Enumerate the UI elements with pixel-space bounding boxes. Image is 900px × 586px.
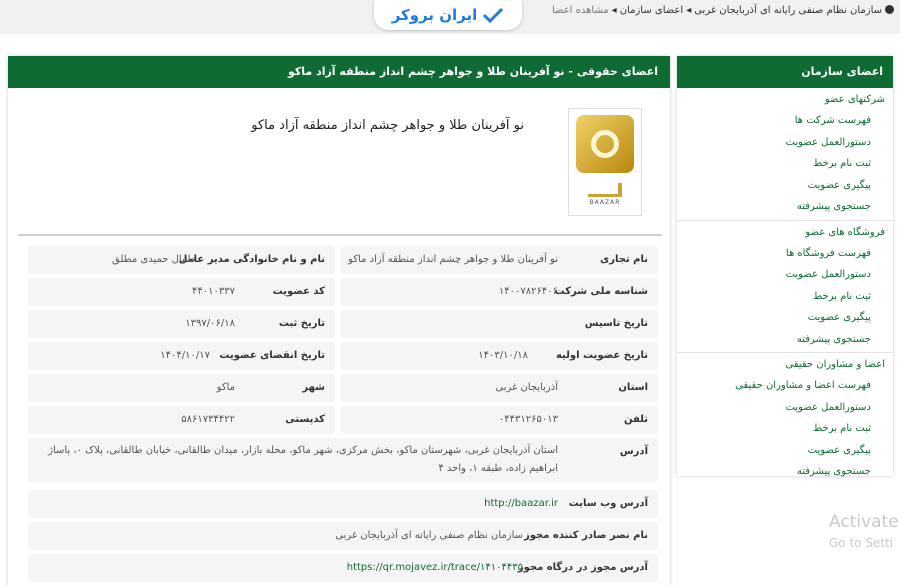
detail-row: [28, 522, 658, 550]
sidebar-item[interactable]: دستورالعمل عضویت: [785, 269, 871, 280]
sidebar-group: [677, 353, 893, 485]
sidebar-group-title[interactable]: فروشگاه های عضو: [805, 226, 885, 238]
detail-label: تاریخ انقضای عضویت: [219, 350, 325, 361]
sidebar-item[interactable]: فهرست فروشگاه ها: [785, 247, 871, 259]
sidebar-item[interactable]: جستجوی پیشرفته: [796, 333, 871, 345]
detail-label: استان: [618, 382, 648, 393]
sidebar-group: [677, 221, 893, 354]
detail-row: [28, 278, 335, 306]
breadcrumb-home[interactable]: سازمان نظام صنفی رایانه ای آذربایجان غربی: [694, 5, 882, 16]
home-icon: [885, 5, 894, 14]
detail-row: [28, 554, 658, 582]
detail-label: آدرس: [619, 446, 648, 457]
sidebar-title: اعضای سازمان: [677, 56, 893, 88]
sidebar-group-title[interactable]: اعضا و مشاوران حقیقی: [785, 359, 885, 370]
panel-header: اعضای حقوقی - نو آفرینان طلا و جواهر چشم انداز منطقه آزاد ماکو: [8, 56, 670, 88]
company-logo: [568, 108, 642, 216]
detail-label: نام نصر صادر کننده مجوز: [524, 530, 648, 541]
logo-check-icon: [482, 6, 504, 24]
detail-value: استان آذربایجان غربی، شهرستان ماکو، بخش مرکزی، شهر ماکو، محله بازار، میدان طالقانی، خیابان طالقانی، پلاک ۰، پاساژ ابراهیم زاده، طبقه ۱، واحد ۴: [48, 445, 558, 474]
sidebar-item[interactable]: جستجوی پیشرفته: [796, 201, 871, 212]
sidebar-item[interactable]: پیگیری عضویت: [807, 179, 871, 191]
os-activation-subtitle: Go to Setti: [829, 536, 894, 550]
detail-value: ۴۴۰۱۰۳۳۷: [192, 286, 235, 297]
detail-label: تاریخ عضویت اولیه: [555, 350, 648, 361]
detail-value: نو آفرینان طلا و جواهر چشم انداز منطقه آزاد ماکو: [348, 254, 558, 265]
detail-value: ۱۳۹۷/۰۶/۱۸: [185, 318, 235, 329]
detail-row: [28, 374, 335, 402]
detail-row-address: [28, 438, 658, 482]
detail-row: [341, 310, 658, 338]
detail-row: [28, 246, 335, 274]
detail-label: تاریخ تاسیس: [584, 318, 648, 329]
detail-row: [341, 246, 658, 274]
detail-label: کدپستی: [285, 414, 325, 425]
detail-row: [341, 406, 658, 434]
breadcrumb-section[interactable]: اعضای سازمان: [619, 5, 684, 16]
sidebar-item[interactable]: دستورالعمل عضویت: [785, 401, 871, 413]
company-name: نو آفرینان طلا و جواهر چشم انداز منطقه آزاد ماکو: [251, 118, 524, 133]
detail-label: آدرس مجوز در درگاه مجوز: [517, 562, 648, 573]
detail-value: ۱۴۰۳/۱۰/۱۸: [478, 350, 528, 361]
sidebar-group: [677, 88, 893, 221]
detail-row: [28, 342, 335, 370]
detail-row: [28, 310, 335, 338]
medal-icon: [576, 115, 634, 173]
sidebar-item[interactable]: پیگیری عضویت: [807, 312, 871, 323]
website-link[interactable]: http://baazar.ir: [484, 498, 558, 509]
sidebar-item[interactable]: ثبت نام برخط: [813, 158, 871, 169]
detail-value: ۱۴۰۴/۱۰/۱۷: [160, 350, 210, 361]
member-panel: [8, 56, 670, 586]
detail-row: [341, 374, 658, 402]
detail-value: ۱۴۰۰۷۸۲۶۴۰۶: [498, 286, 558, 297]
detail-label: تاریخ ثبت: [278, 318, 325, 329]
detail-row: [341, 342, 658, 370]
sidebar-item[interactable]: ثبت نام برخط: [813, 290, 871, 302]
detail-label: کد عضویت: [272, 286, 325, 297]
sidebar-item[interactable]: فهرست شرکت ها: [794, 115, 871, 126]
detail-value: ماکو: [216, 382, 235, 393]
sidebar-item[interactable]: دستورالعمل عضویت: [785, 136, 871, 148]
detail-value: آذربایجان غربی: [495, 382, 558, 393]
sidebar-item[interactable]: فهرست اعضا و مشاوران حقیقی: [735, 380, 871, 391]
site-logo-text: ایران بروکر: [391, 6, 478, 24]
breadcrumb-sep-icon: ◂: [611, 5, 617, 16]
logo-brand: BAAZAR: [589, 199, 621, 206]
license-link[interactable]: https://qr.mojavez.ir/trace/۱۴۱۰۴۴۳۵: [346, 562, 523, 573]
sidebar-group-title[interactable]: شرکتهای عضو: [824, 94, 885, 105]
sidebar: [677, 56, 893, 476]
breadcrumb-sep-icon: ◂: [686, 5, 692, 16]
sidebar-item[interactable]: جستجوی پیشرفته: [796, 466, 871, 477]
company-hero: [18, 96, 662, 236]
detail-label: نام تجاری: [600, 254, 648, 265]
breadcrumb: [552, 5, 894, 16]
os-activation-watermark: Activate: [829, 512, 899, 532]
detail-value: ۰۴۴۳۱۲۶۵۰۱۳: [498, 414, 558, 425]
detail-row: [28, 406, 335, 434]
breadcrumb-current: مشاهده اعضا: [551, 5, 609, 16]
sidebar-item[interactable]: ثبت نام برخط: [813, 423, 871, 434]
detail-row: [28, 490, 658, 518]
site-logo[interactable]: [374, 0, 522, 30]
detail-label: آدرس وب سایت: [568, 498, 648, 509]
brand-mark-icon: [588, 183, 622, 197]
detail-value: ۵۸۶۱۷۳۴۴۲۲: [181, 414, 235, 425]
detail-row: [341, 278, 658, 306]
detail-label: نام و نام خانوادگی مدیر عامل: [178, 254, 325, 265]
detail-label: تلفن: [623, 414, 648, 425]
top-bar: [0, 0, 900, 34]
sidebar-item[interactable]: پیگیری عضویت: [807, 444, 871, 456]
detail-label: شهر: [302, 382, 325, 393]
detail-label: شناسه ملی شرکت: [554, 286, 648, 297]
detail-value: دانیال حمیدی مطلق: [112, 254, 195, 265]
detail-value: سازمان نظام صنفی رایانه ای آذربایجان غربی: [335, 530, 523, 541]
